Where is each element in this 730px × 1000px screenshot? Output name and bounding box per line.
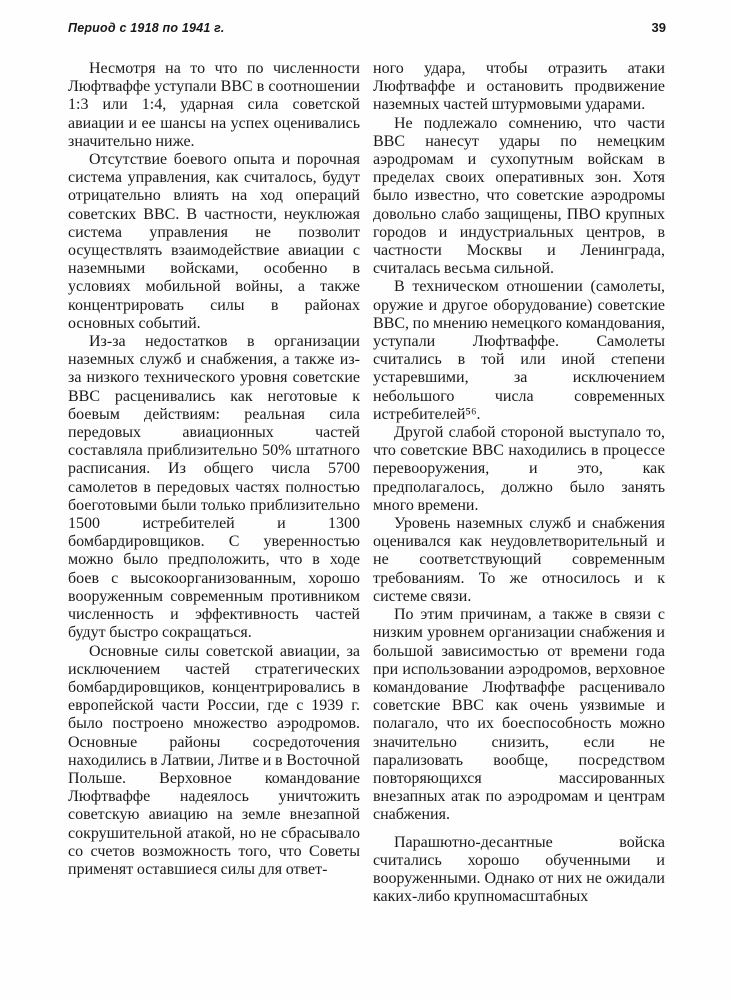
- paragraph: Другой слабой стороной выступало то, что советские ВВС находились в процессе перевооружения, и это, как предполагалось, должно было занять много времени.: [373, 424, 665, 514]
- paragraph: Не подлежало сомнению, что части ВВС нанесут удары по немецким аэродромам и сухопутным войскам в пределах своих оперативных зон. Хотя было известно, что советские аэродромы довольно слабо защищены, ПВО крупных городов и индустриальных центров, в частности Москвы и Ленинграда, считалась весьма сильной.: [373, 114, 665, 278]
- paragraph: Основные силы советской авиации, за исключением частей стратегических бомбардировщиков, концентрировались в европейской части России, где с 1939 г. было построено множество аэродромов. Основные районы сосредоточения находились в Латвии, Литве и в Восточной Польше. Верховное командование Люфтваффе надеялось уничтожить советскую авиацию на земле внезапной сокрушительной атакой, но не сбрасывало со счетов возможность того, что Советы применят оставшиеся силы для ответ-: [68, 642, 360, 878]
- paragraph: По этим причинам, а также в связи с низким уровнем организации снабжения и большой зависимостью от времени года при использовании аэродромов, верховное командование Люфтваффе расценивало советские ВВС как очень уязвимые и полагало, что их боеспособность можно значительно снизить, если не парализовать вообще, посредством повторяющихся массированных внезапных атак по аэродромам и центрам снабжения.: [373, 606, 665, 824]
- paragraph: Отсутствие боевого опыта и порочная система управления, как считалось, будут отрицательно влиять на ход операций советских ВВС. В частности, неуклюжая система управления не позволит осуществлять взаимодействие авиации с наземными войсками, особенно в условиях мобильной войны, а также концентрировать силы в районах основных событий.: [68, 151, 360, 332]
- paragraph: Несмотря на то что по численности Люфтваффе уступали ВВС в соотношении 1:3 или 1:4, ударная сила советской авиации и ее шансы на успех оценивались значительно ниже.: [68, 60, 360, 150]
- right-column: [373, 60, 665, 906]
- paragraph: Из-за недостатков в организации наземных служб и снабжения, а также из-за низкого технического уровня советские ВВС расценивались как неготовые к боевым действиям: реальная сила передовых авиационных частей составляла приблизительно 50% штатного расписания. Из общего числа 5700 самолетов в передовых частях полностью боеготовыми были только приблизительно 1500 истребителей и 1300 бомбардировщиков. С уверенностью можно было предположить, что в ходе боев с высокоорганизованным, хорошо вооруженным современным противником численность и эффективность частей будут быстро сокращаться.: [68, 333, 360, 642]
- text-body: [68, 60, 665, 906]
- running-header-title: Период с 1918 по 1941 г.: [68, 21, 225, 35]
- left-column: [68, 60, 360, 906]
- paragraph: В техническом отношении (самолеты, оружие и другое оборудование) советские ВВС, по мнению немецкого командования, уступали Люфтваффе. Самолеты считались в той или иной степени устаревшими, за исключением небольшого числа современных истребителей⁵⁶.: [373, 278, 665, 423]
- page-number: 39: [651, 20, 666, 35]
- paragraph: Парашютно-десантные войска считались хорошо обученными и вооруженными. Однако от них не ожидали каких-либо крупномасштабных: [373, 833, 665, 906]
- paragraph-continuation: ного удара, чтобы отразить атаки Люфтваффе и остановить продвижение наземных частей штурмовыми ударами.: [373, 60, 665, 114]
- page-header: [68, 20, 666, 35]
- paragraph: Уровень наземных служб и снабжения оценивался как неудовлетворительный и не соответствующий современным требованиям. То же относилось и к системе связи.: [373, 515, 665, 605]
